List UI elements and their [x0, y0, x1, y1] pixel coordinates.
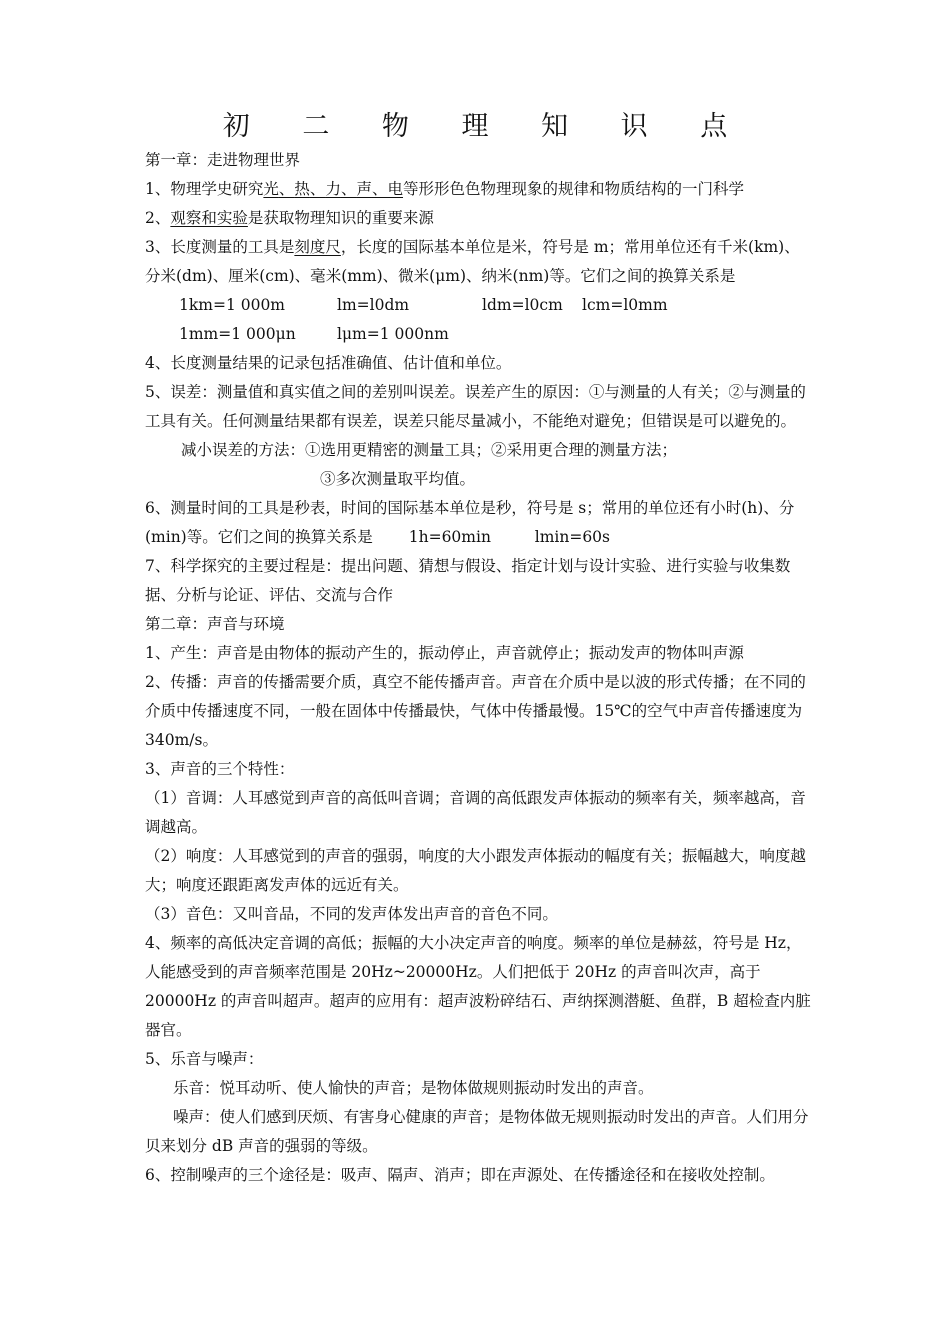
conversion-row-2: [145, 320, 813, 349]
ch2-item-3-pitch: （1）音调：人耳感觉到声音的高低叫音调；音调的高低跟发声体振动的频率有关，频率越高，音调越高。: [145, 789, 806, 836]
underlined-term: 力: [325, 180, 341, 198]
underlined-term: 、: [309, 180, 326, 198]
formula: lμm=1 000nm: [337, 325, 449, 343]
text-span: ，长度的国际基本单位是米，符号是 m；常用单位还有千米(km)、分米(dm)、厘米(cm)、毫米(mm)、微米(μm)、纳米(nm)等。它们之间的换算关系是: [145, 238, 800, 285]
text-span: 2、: [145, 209, 171, 227]
underlined-term: 光: [263, 180, 279, 198]
ch2-item-6: 6、控制噪声的三个途径是：吸声、隔声、消声；即在声源处、在传播途径和在接收处控制。: [145, 1166, 775, 1184]
ch2-item-2: 2、传播：声音的传播需要介质，真空不能传播声音。声音在介质中是以波的形式传播；在不同的介质中传播速度不同，一般在固体中传播最快，气体中传播最慢。15℃的空气中声音传播速度为 340m/s。: [145, 673, 806, 749]
formula: lcm=l0mm: [582, 296, 668, 314]
formula: lm=l0dm: [337, 296, 410, 314]
ch1-item-4: 4、长度测量结果的记录包括准确值、估计值和单位。: [145, 354, 512, 372]
underlined-term: 刻度尺: [294, 238, 341, 256]
formula: ldm=l0cm: [482, 296, 563, 314]
ch2-item-5-music: 乐音：悦耳动听、使人愉快的声音；是物体做规则振动时发出的声音。: [173, 1079, 654, 1097]
underlined-term: 、: [278, 180, 295, 198]
ch1-item-1: [145, 175, 813, 204]
ch2-item-3-loudness: （2）响度：人耳感觉到的声音的强弱，响度的大小跟发声体振动的幅度有关；振幅越大，响度越大；响度还跟距离发声体的远近有关。: [145, 847, 806, 894]
ch1-item-5: 5、误差：测量值和真实值之间的差别叫误差。误差产生的原因：①与测量的人有关；②与测量的工具有关。任何测量结果都有误差，误差只能尽量减小，不能绝对避免；但错误是可以避免的。: [145, 383, 806, 430]
text-span: 6、测量时间的工具是秒表，时间的国际基本单位是秒，符号是 s；常用的单位还有小时(h)、分(min)等。它们之间的换算关系是: [145, 499, 795, 546]
text-span: 是获取物理知识的重要来源: [247, 209, 434, 227]
ch2-item-3: 3、声音的三个特性：: [145, 760, 295, 778]
text-span: 1、物理学史研究: [145, 180, 264, 198]
formula: 1km=1 000m: [179, 296, 286, 314]
error-reduction-methods: 减小误差的方法：①选用更精密的测量工具；②采用更合理的测量方法；: [181, 441, 678, 459]
ch2-item-4: 4、频率的高低决定音调的高低；振幅的大小决定声音的响度。频率的单位是赫兹，符号是 Hz，人能感受到的声音频率范围是 20Hz~20000Hz。人们把低于 20Hz 的声音叫次声，高于 20000Hz 的声音叫超声。超声的应用有：超声波粉碎结石、声纳探测潜艇、鱼群，B 超检查内脏器官。: [145, 934, 811, 1039]
conversion-row-1: [145, 291, 813, 320]
page-title: 初 二 物 理 知 识 点: [222, 111, 750, 142]
document-body: [145, 146, 813, 1190]
underlined-term: 电: [387, 180, 404, 198]
underlined-term: 声: [356, 180, 372, 198]
formula: 1h=60min: [408, 528, 491, 546]
ch2-item-3-timbre: （3）音色：又叫音品，不同的发声体发出声音的音色不同。: [145, 905, 558, 923]
underlined-term: 、: [371, 180, 388, 198]
chapter-2-heading: 第二章：声音与环境: [145, 615, 285, 633]
chapter-1-heading: 第一章：走进物理世界: [145, 151, 301, 169]
ch2-item-1: 1、产生：声音是由物体的振动产生的，振动停止，声音就停止；振动发声的物体叫声源: [145, 644, 744, 662]
text-span: 3、长度测量的工具是: [145, 238, 295, 256]
ch2-item-5-noise: 噪声：使人们感到厌烦、有害身心健康的声音；是物体做无规则振动时发出的声音。人们用分贝来划分 dB 声音的强弱的等级。: [145, 1108, 809, 1155]
text-span: 等形形色色物理现象的规律和物质结构的一门科学: [403, 180, 745, 198]
underlined-term: 、: [340, 180, 357, 198]
ch1-item-7: 7、科学探究的主要过程是：提出问题、猜想与假设、指定计划与设计实验、进行实验与收集数据、分析与论证、评估、交流与合作: [145, 557, 791, 604]
formula: 1mm=1 000μn: [179, 325, 296, 343]
formula: lmin=60s: [534, 528, 610, 546]
ch1-item-6: [145, 494, 813, 552]
underlined-term: 热: [294, 180, 310, 198]
error-reduction-methods-cont: ③多次测量取平均值。: [320, 470, 476, 488]
ch1-item-2: [145, 204, 813, 233]
ch2-item-5: 5、乐音与噪声：: [145, 1050, 264, 1068]
underlined-term: 观察和实验: [170, 209, 248, 227]
ch1-item-3: [145, 233, 813, 291]
